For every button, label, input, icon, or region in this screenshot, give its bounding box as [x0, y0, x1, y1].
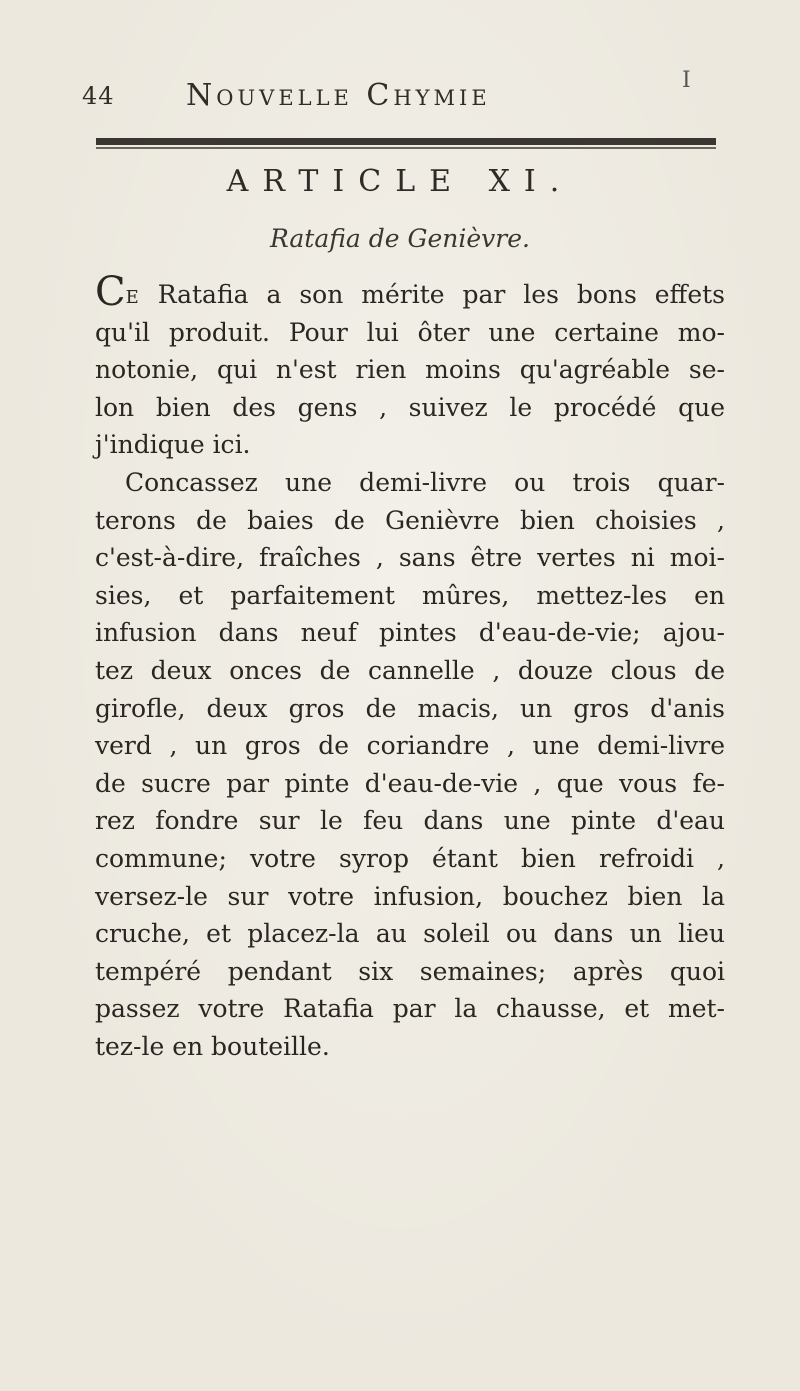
running-head: Nouvelle Chymie	[186, 78, 491, 113]
article-body	[95, 269, 725, 1065]
text-line: notonie, qui n'est rien moins qu'agréable se-	[95, 355, 725, 385]
text-line: j'indique ici.	[95, 430, 251, 460]
text-line: versez-le sur votre infusion, bouchez bien la	[95, 881, 725, 911]
drop-cap: C	[95, 269, 126, 315]
text-line: tez deux onces de cannelle , douze clous de	[95, 655, 725, 685]
text-line: infusion dans neuf pintes d'eau-de-vie; ajou-	[95, 618, 725, 648]
page-header	[82, 68, 722, 128]
text-line: de sucre par pinte d'eau-de-vie , que vous fe-	[95, 768, 725, 798]
text-line: tez-le en bouteille.	[95, 1031, 330, 1061]
text-line: qu'il produit. Pour lui ôter une certaine mo-	[95, 317, 725, 347]
text-line: Concassez une demi-livre ou trois quar-	[125, 467, 725, 497]
text-line: verd , un gros de coriandre , une demi-livre	[95, 731, 725, 761]
article-title: ARTICLE XI.	[226, 164, 574, 199]
text-line: terons de baies de Genièvre bien choisies ,	[95, 505, 725, 535]
corner-mark: I	[682, 68, 691, 93]
text-line: passez votre Ratafia par la chausse, et met-	[95, 994, 725, 1024]
line-text: Ratafia a son mérite par les bons effets	[139, 280, 725, 309]
header-rule-thin	[96, 147, 716, 149]
text-line: tempéré pendant six semaines; après quoi	[95, 956, 725, 986]
text-line: c'est-à-dire, fraîches , sans être vertes ni moi-	[95, 543, 725, 573]
text-line: cruche, et placez-la au soleil ou dans un lieu	[95, 919, 725, 949]
first-word-caps: E	[125, 287, 140, 308]
page-number: 44	[82, 82, 115, 110]
text-line: lon bien des gens , suivez le procédé que	[95, 392, 725, 422]
text-line	[95, 269, 725, 315]
text-line: sies, et parfaitement mûres, mettez-les en	[95, 580, 725, 610]
text-line: girofle, deux gros de macis, un gros d'anis	[95, 693, 725, 723]
article-subtitle: Ratafia de Genièvre.	[270, 224, 530, 253]
header-rule-thick	[96, 138, 716, 145]
text-line: commune; votre syrop étant bien refroidi ,	[95, 843, 725, 873]
text-line: rez fondre sur le feu dans une pinte d'eau	[95, 806, 725, 836]
